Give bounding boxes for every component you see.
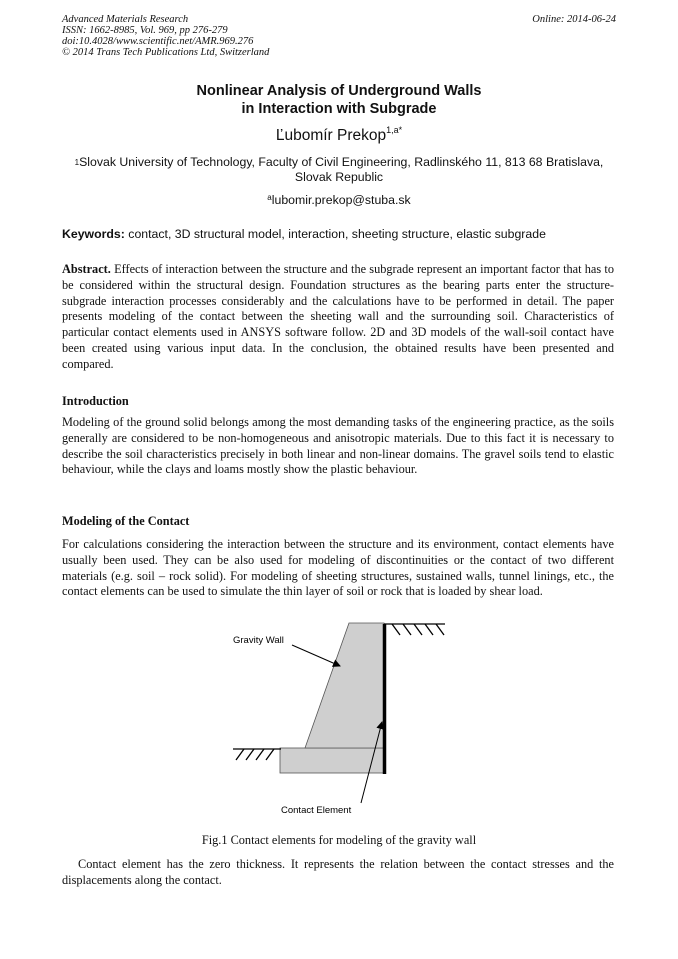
- contact-element-label: Contact Element: [281, 805, 352, 816]
- introduction-text: Modeling of the ground solid belongs among the most demanding tasks of the engineering practice, as the soils generally are considered to be non-homogeneous and anisotropic materials. Due to this fact it is necessary to describe the soil characteristics precisely in both linear and non-linear domains. The gravel soils tend to elastic behaviour, while the clays and loams mostly show the plastic behaviour.: [62, 415, 614, 477]
- email-text: lubomir.prekop@stuba.sk: [271, 193, 411, 207]
- online-date: Online: 2014-06-24: [532, 14, 616, 25]
- author-sup: 1,a*: [386, 125, 403, 135]
- keywords-label: Keywords:: [62, 227, 125, 241]
- abstract-label: Abstract.: [62, 262, 111, 276]
- closing-paragraph: Contact element has the zero thickness. It represents the relation between the contact stresses and the displacements along the contact.: [62, 857, 614, 887]
- ground-left: [233, 749, 281, 760]
- email-sup: a: [267, 193, 272, 202]
- issn-line: ISSN: 1662-8985, Vol. 969, pp 276-279: [62, 25, 228, 36]
- keywords-text: contact, 3D structural model, interaction, sheeting structure, elastic subgrade: [128, 227, 546, 241]
- title-line-1: Nonlinear Analysis of Underground Walls: [196, 83, 482, 99]
- doi-line: doi:10.4028/www.scientific.net/AMR.969.276: [62, 36, 254, 47]
- wall-body: [305, 623, 384, 748]
- journal-name: Advanced Materials Research: [62, 14, 189, 25]
- abstract-text: Effects of interaction between the structure and the subgrade represent an important factor that has to be considered within the structural design. Foundation structures as the bearing parts enter the structure-subgrade interaction processes considerably and the calculations have to be performed in detail. The paper presents modeling of the contact between the sheeting wall and the surrounding soil. Characteristics of particular contact elements used in ANSYS software follow. 2D and 3D models of the wall-soil contact have been created using various input data. In the conclusion, the obtained results have been presented and compared.: [62, 262, 614, 371]
- contact-section-text: For calculations considering the interaction between the structure and its environment, contact elements have usually been used. They can be also used for modeling of discontinuities or the contact of two different materials (e.g. soil – rock solid). For modeling of sheeting structures, sustained walls, tunnel linings, etc., the contact elements can be used to simulate the thin layer of soil or rock that is loaded by shear load.: [62, 537, 614, 599]
- contact-section-heading: Modeling of the Contact: [62, 514, 190, 528]
- gravity-wall-arrow: [292, 645, 340, 666]
- copyright-line: © 2014 Trans Tech Publications Ltd, Switzerland: [62, 47, 270, 58]
- gravity-wall-label: Gravity Wall: [233, 635, 284, 646]
- author-name: Ľubomír Prekop: [275, 127, 387, 144]
- affiliation-text: Slovak University of Technology, Faculty of Civil Engineering, Radlinského 11, 813 68 Bratislava, Slovak Republic: [79, 155, 604, 184]
- figure-caption: Fig.1 Contact elements for modeling of the gravity wall: [201, 833, 477, 847]
- affiliation-sup: 1: [74, 158, 80, 167]
- title-line-2: in Interaction with Subgrade: [241, 101, 437, 117]
- introduction-heading: Introduction: [62, 394, 129, 408]
- wall-footing: [280, 748, 384, 773]
- ground-right: [384, 624, 445, 635]
